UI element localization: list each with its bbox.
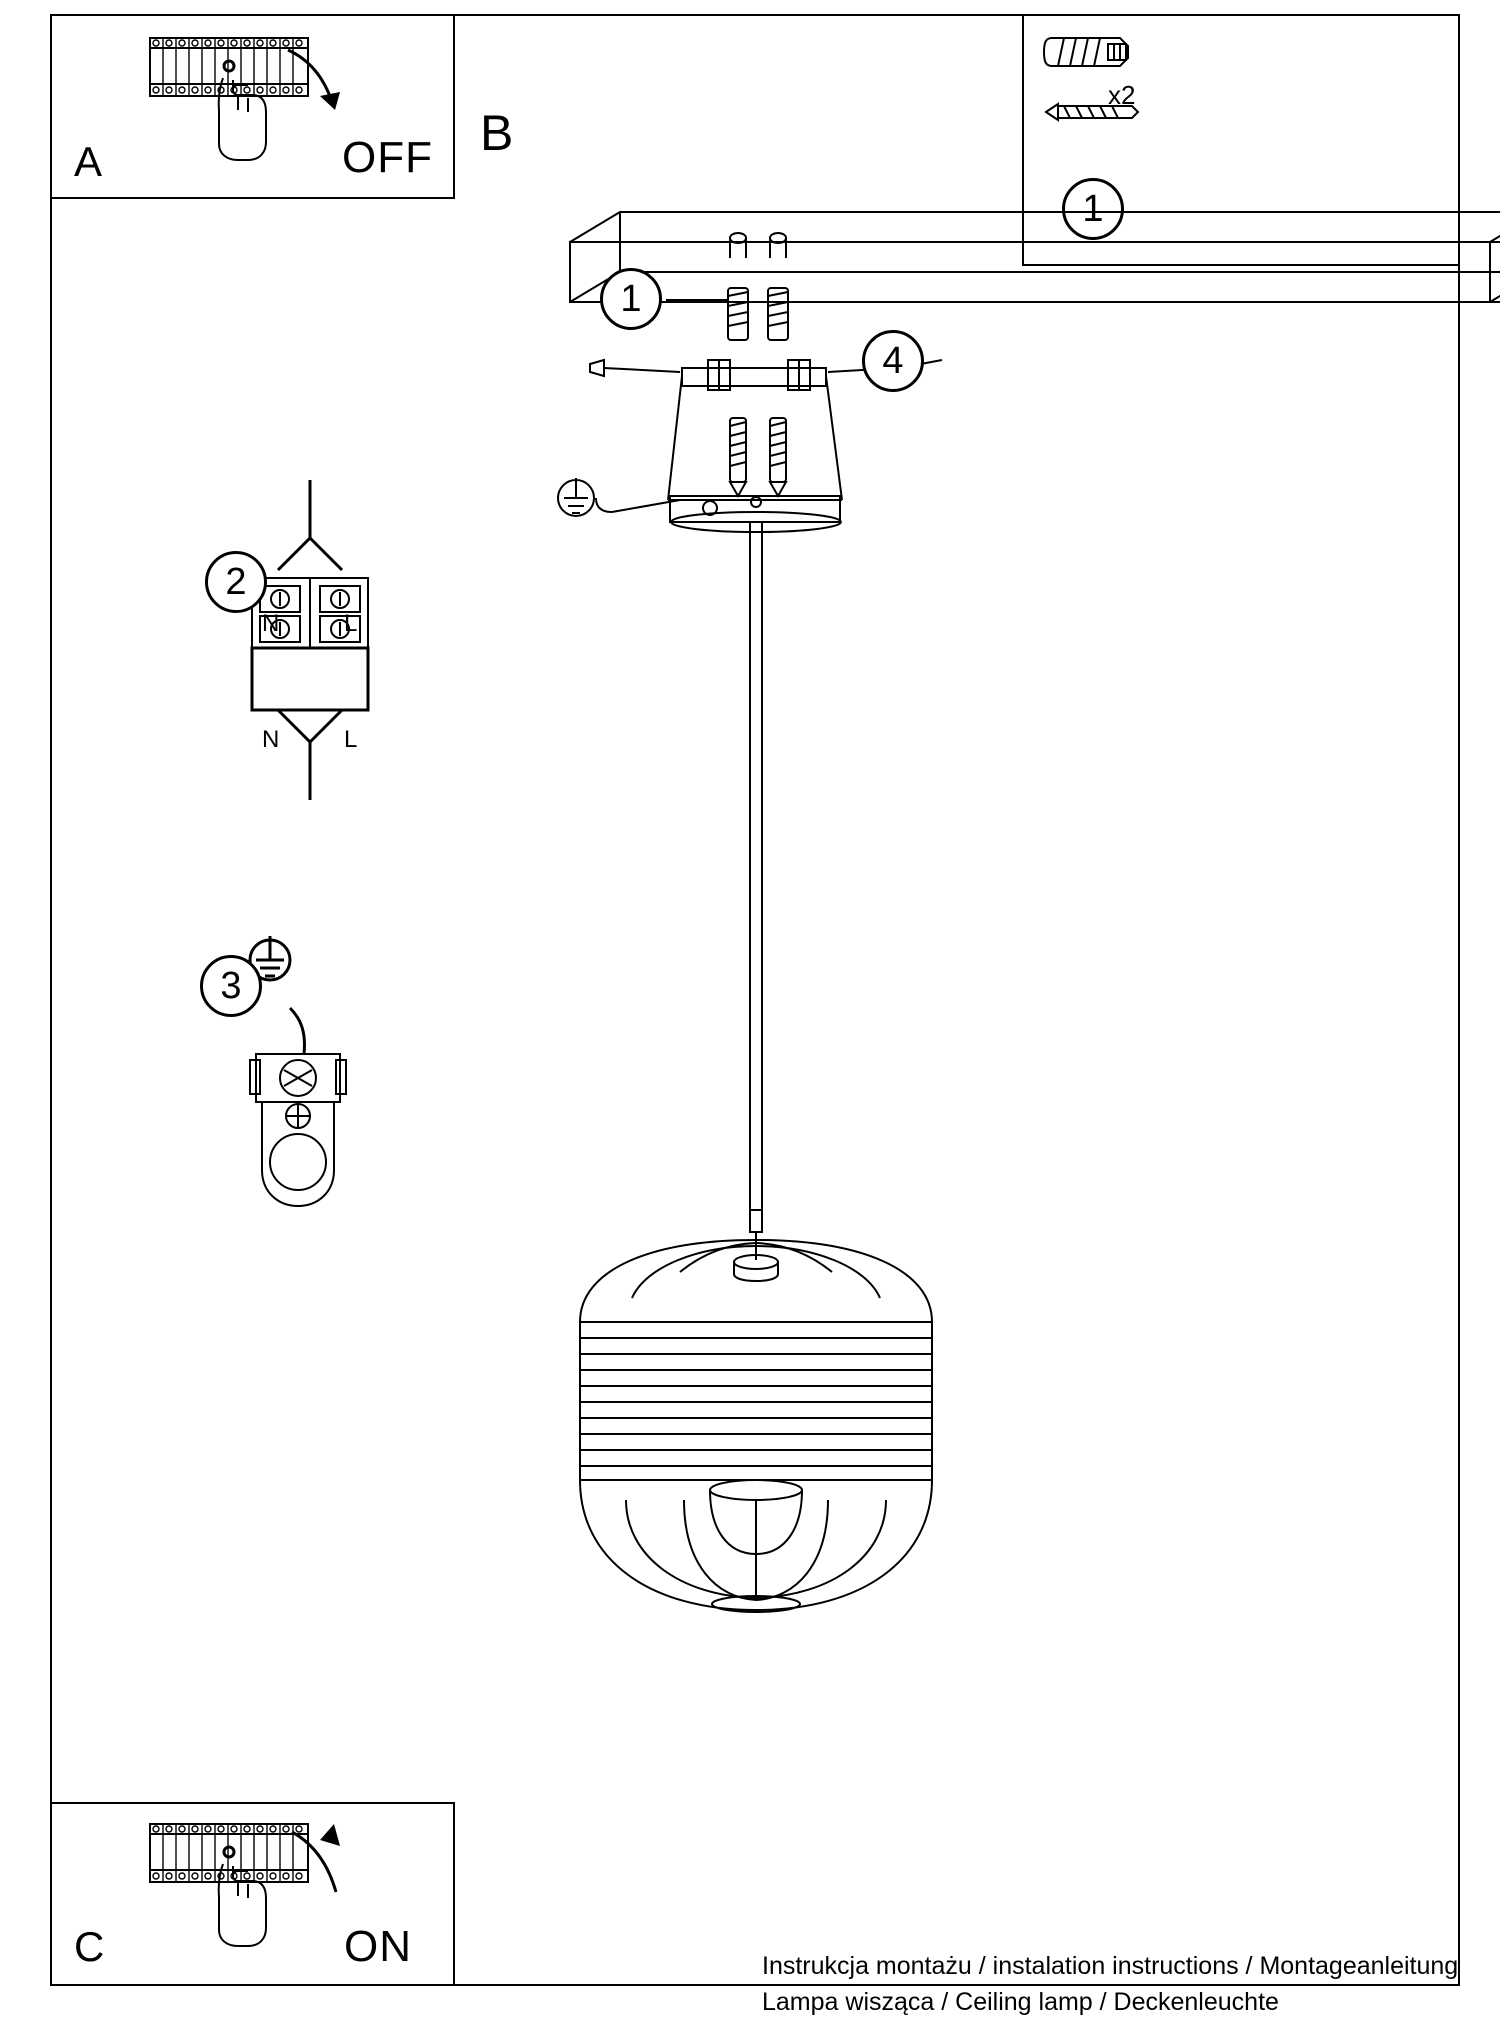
step-c-action-text: ON — [344, 1922, 412, 1971]
terminal-label-l-bottom: L — [344, 726, 358, 753]
earth-clamp-illustration — [240, 930, 440, 1230]
callout-1-ceiling-screws: 1 — [600, 268, 662, 330]
step-a-label: A — [74, 138, 103, 185]
callout-4-canopy-screws: 4 — [862, 330, 924, 392]
terminal-label-n-bottom: N — [262, 726, 280, 753]
footer-caption — [762, 1948, 1458, 2021]
panel-step-c — [50, 1802, 455, 1986]
callout-3-earth: 3 — [200, 955, 262, 1017]
footer-line-2: Lampa wisząca / Ceiling lamp / Deckenleuchte — [762, 1988, 1279, 2017]
terminal-label-l-top: L — [344, 610, 358, 637]
step-b-label: B — [480, 105, 514, 161]
panel-step-a — [50, 14, 455, 199]
callout-2-terminal: 2 — [205, 551, 267, 613]
footer-line-1: Instrukcja montażu / instalation instructions / Montageanleitung — [762, 1952, 1459, 1980]
step-c-label: C — [74, 1923, 105, 1970]
lamp-assembly-illustration — [560, 200, 1440, 1900]
callout-1-parts: 1 — [1062, 178, 1124, 240]
step-a-action-text: OFF — [342, 133, 433, 182]
terminal-block-illustration — [190, 460, 450, 840]
terminal-label-n-top: N — [262, 610, 280, 637]
parts-quantity: x2 — [1108, 80, 1136, 110]
